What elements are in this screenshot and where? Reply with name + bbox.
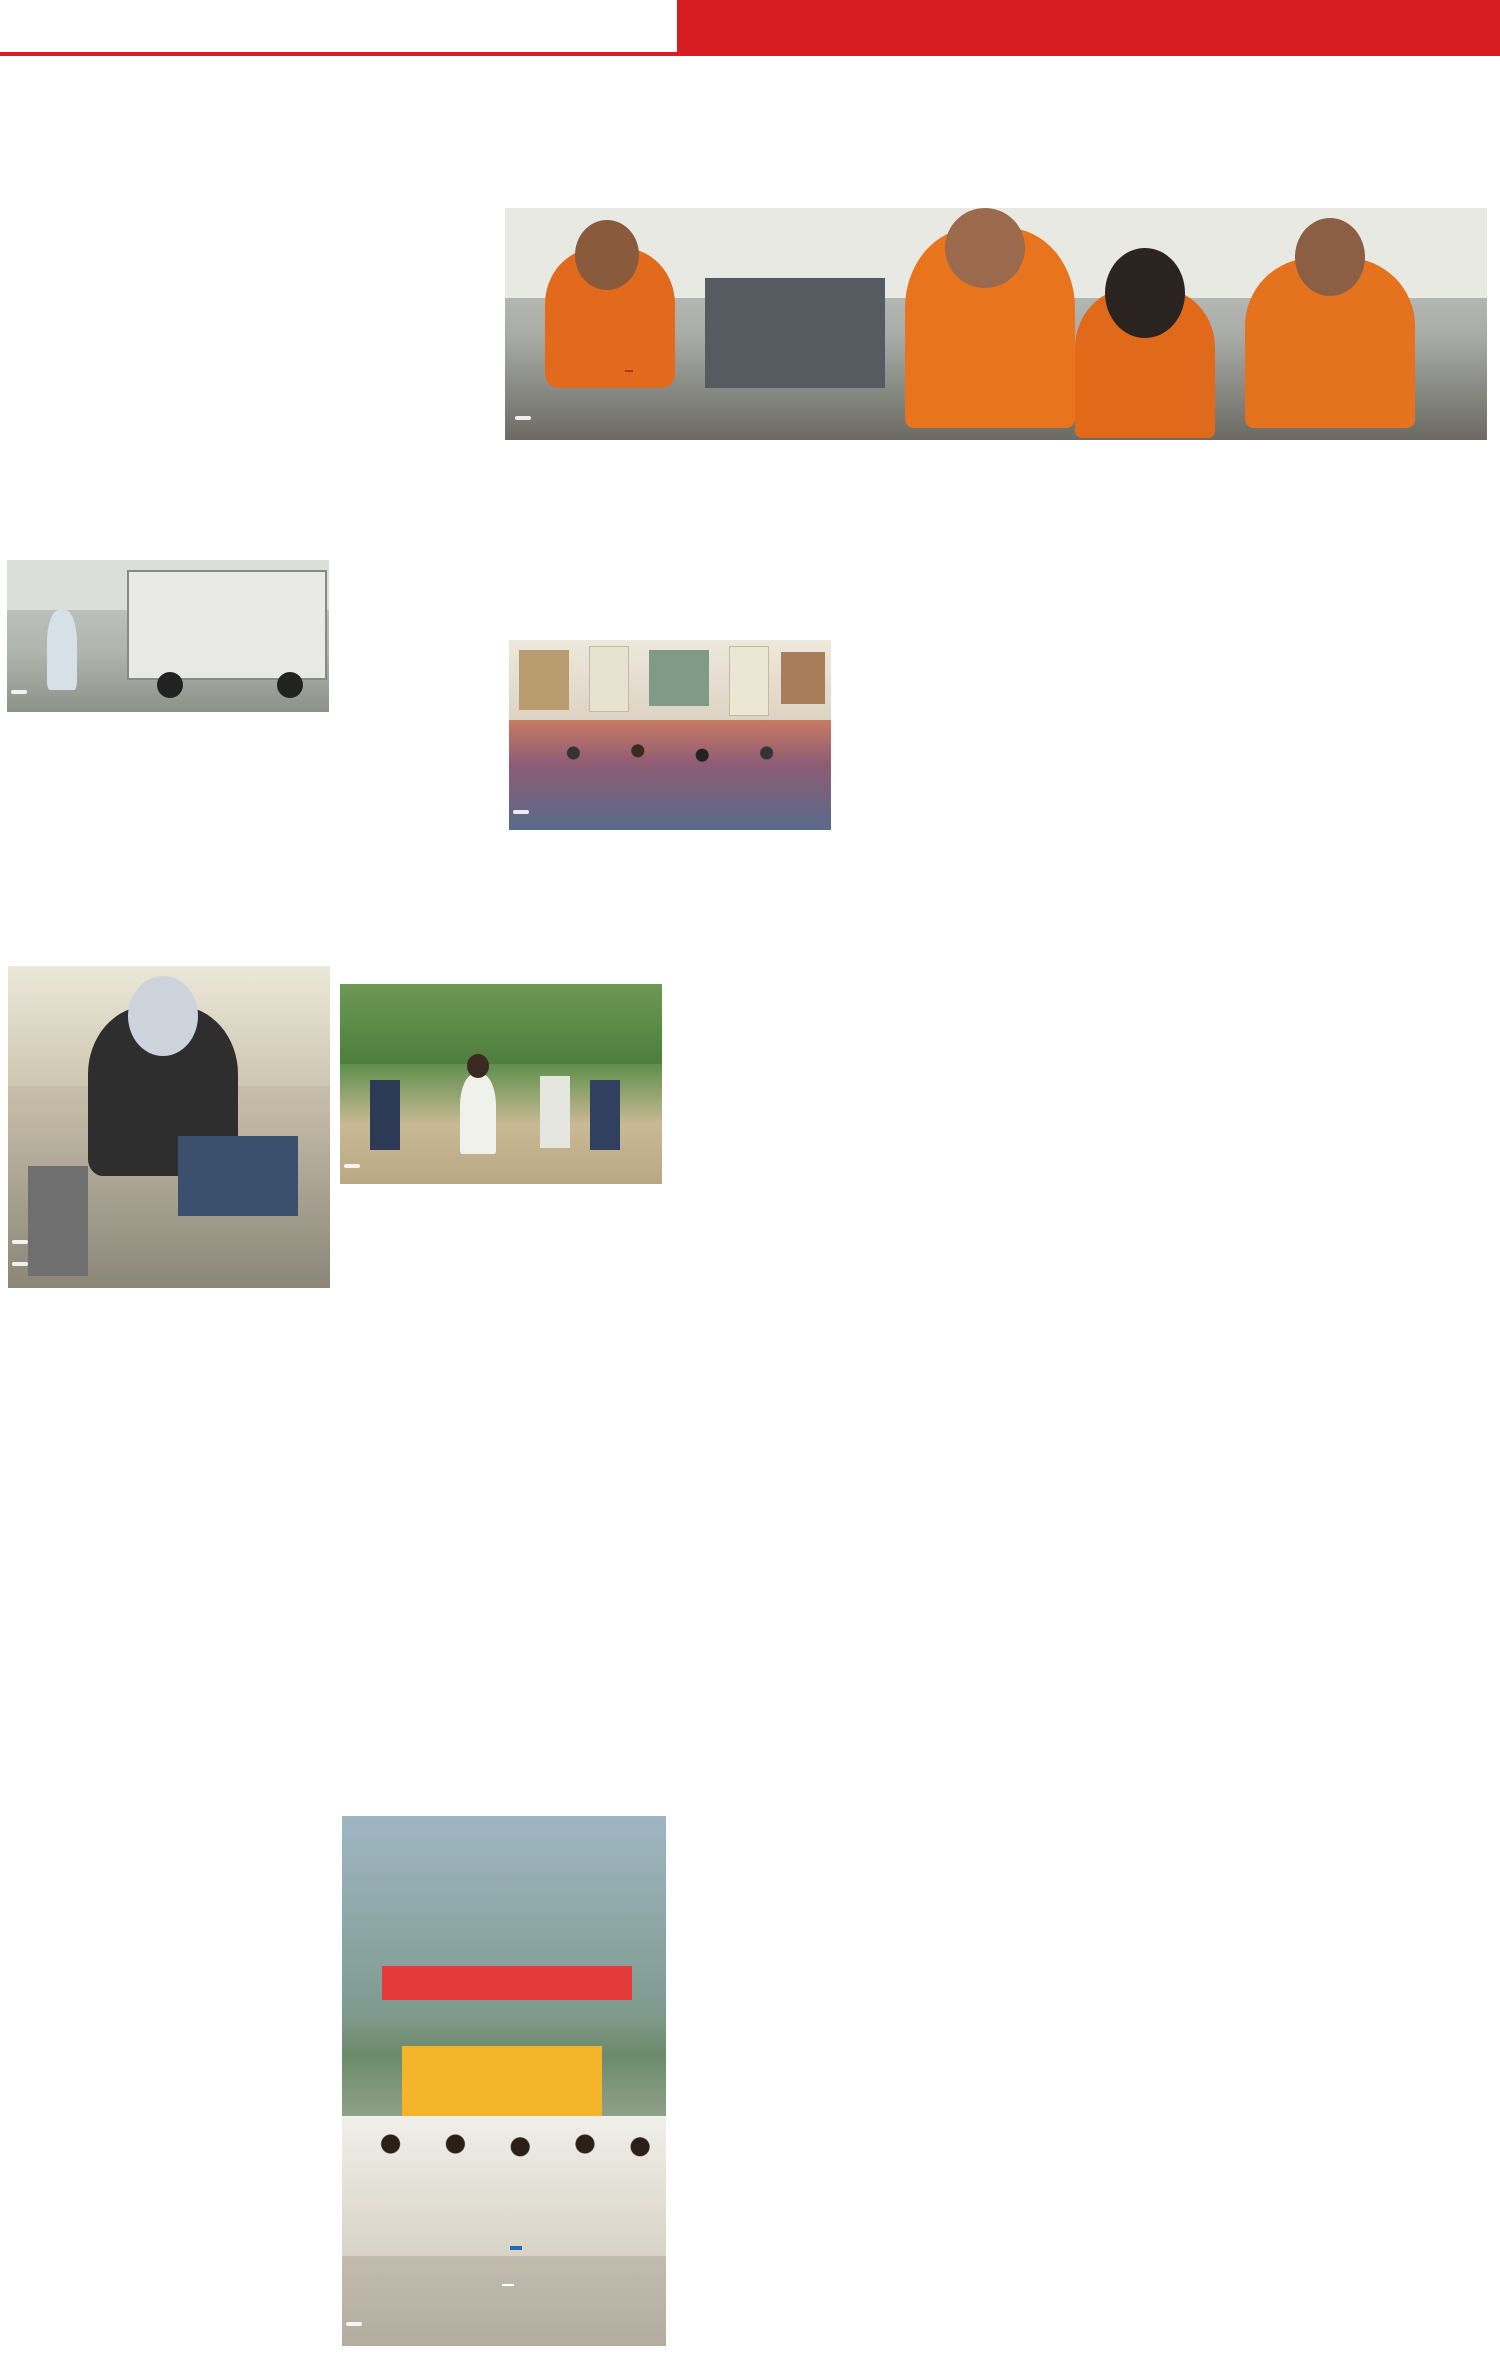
photo-sports-group bbox=[342, 1816, 666, 2346]
photo-caption-line-1 bbox=[12, 1240, 28, 1244]
photo-exhibit-group bbox=[509, 640, 831, 830]
article-text bbox=[503, 934, 667, 982]
article-text bbox=[166, 1292, 328, 2338]
photo-caption bbox=[344, 1164, 360, 1168]
photo-truck-disinfection bbox=[7, 560, 329, 712]
section-banner bbox=[677, 0, 1500, 52]
photo-caption bbox=[11, 690, 27, 694]
article-text bbox=[338, 560, 502, 908]
banner-text bbox=[510, 2246, 522, 2250]
masthead bbox=[0, 0, 1500, 52]
photo-caption-line-2 bbox=[12, 1262, 28, 1266]
article-text-tail bbox=[8, 2316, 166, 2340]
vest-label bbox=[625, 370, 633, 372]
article-text bbox=[504, 1244, 666, 1810]
photo-gateball-opening bbox=[340, 984, 662, 1184]
article-text bbox=[176, 714, 338, 908]
photo-disaster-briefing bbox=[505, 208, 1487, 440]
article-text bbox=[836, 502, 998, 842]
article-text bbox=[672, 1204, 834, 2344]
article-text bbox=[340, 1244, 504, 1810]
masthead-rule bbox=[0, 52, 1500, 56]
article-text bbox=[670, 502, 836, 636]
article-text bbox=[508, 502, 670, 636]
photo-hornet-victims bbox=[8, 966, 330, 1288]
headline-art-exhibit bbox=[540, 450, 562, 497]
article-text bbox=[10, 714, 176, 908]
logo bbox=[16, 6, 172, 44]
photo-caption bbox=[515, 416, 531, 420]
banner-phone bbox=[502, 2284, 514, 2286]
photo-caption bbox=[513, 810, 529, 814]
article-text bbox=[835, 934, 997, 1152]
article-text bbox=[673, 934, 835, 1166]
article-text bbox=[8, 1292, 166, 2338]
photo-caption bbox=[346, 2322, 362, 2326]
article-text bbox=[341, 934, 503, 982]
